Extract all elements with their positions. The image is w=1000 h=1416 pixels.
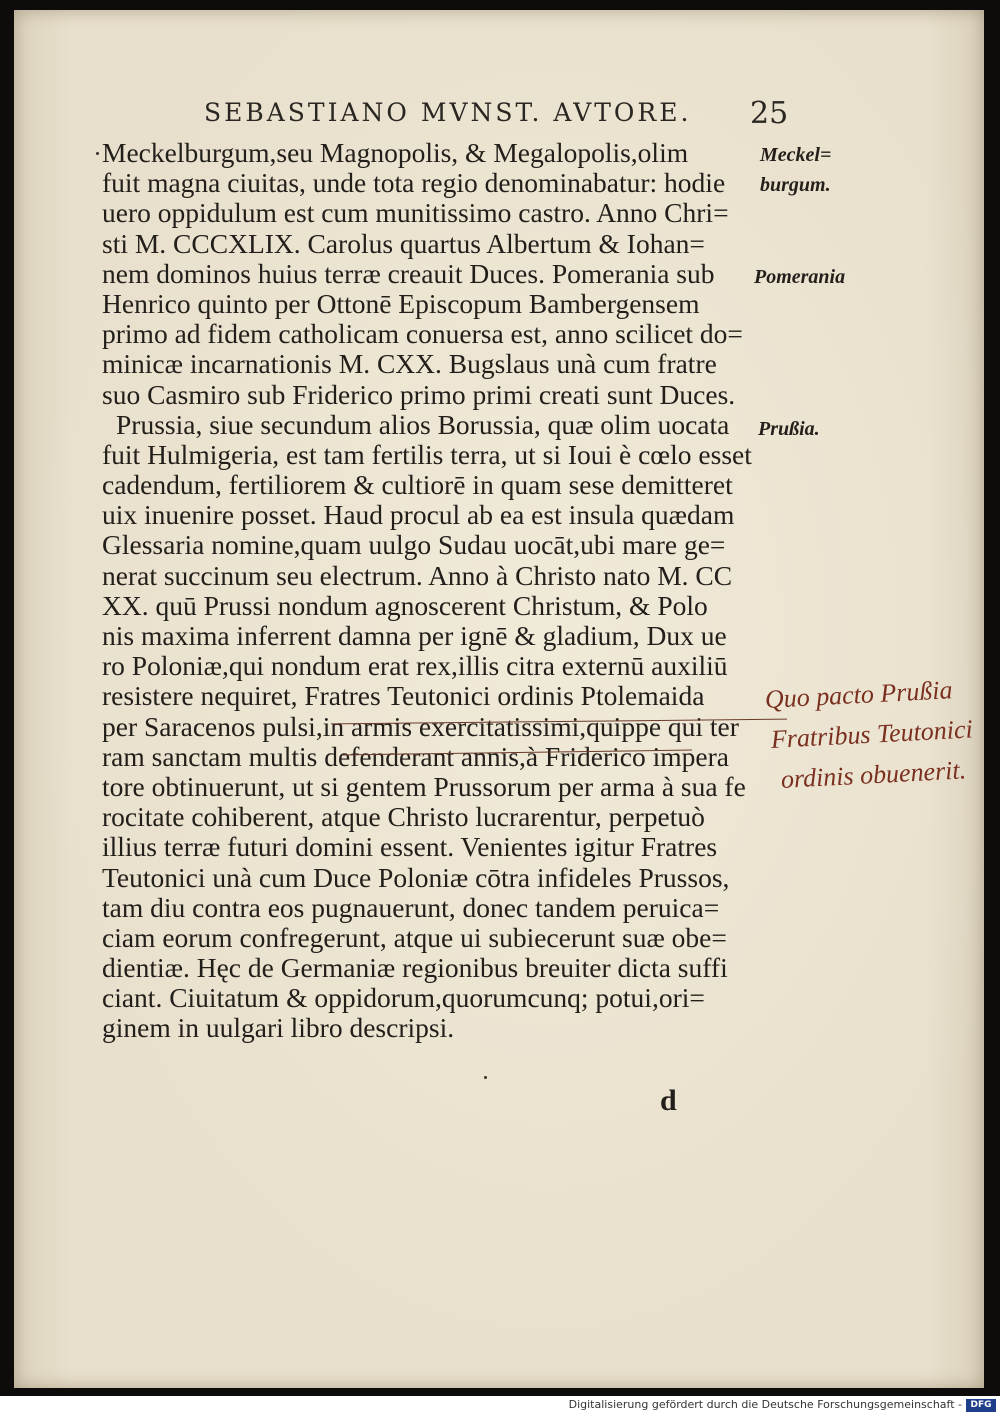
margin-note-pomerania: Pomerania — [754, 266, 846, 288]
margin-note-meckelburgum: Meckel= — [760, 144, 832, 166]
margin-note-meckelburgum: burgum. — [760, 174, 831, 196]
body-text — [102, 138, 762, 1044]
margin-note-prussia: Prußia. — [758, 418, 820, 440]
text-line: fuit magna ciuitas, unde tota regio denominabatur: hodie — [102, 167, 726, 199]
text-line: ginem in uulgari libro descripsi. — [102, 1012, 455, 1044]
text-line: nis maxima inferrent damna per ignē & gladium, Dux ue — [102, 620, 727, 651]
text-line: Meckelburgum,seu Magnopolis, & Megalopolis,olim — [102, 137, 689, 168]
text-line: uero oppidulum est cum munitissimo castro. Anno Chri= — [102, 197, 729, 229]
text-line: XX. quū Prussi nondum agnoscerent Christum, & Polo — [102, 589, 708, 621]
text-line: ro Poloniæ,qui nondum erat rex,illis citra externū auxiliū — [102, 650, 728, 682]
text-line: illius terræ futuri domini essent. Venientes igitur Fratres — [102, 831, 718, 863]
text-line: per Saracenos pulsi,in armis exercitatissimi,quippe qui ter — [102, 710, 739, 742]
text-line: dientiæ. Hęc de Germaniæ regionibus breuiter dicta suffi — [102, 952, 728, 984]
dfg-logo: DFG — [966, 1399, 996, 1412]
book-page — [14, 10, 984, 1388]
text-line: Teutonici unà cum Duce Poloniæ cōtra infideles Prussos, — [102, 861, 730, 893]
text-line: sti M. CCCXLIX. Carolus quartus Albertum & Iohan= — [102, 227, 705, 259]
text-line: minicæ incarnationis M. CXX. Bugslaus unà cum fratre — [102, 348, 717, 380]
text-line: ciant. Ciuitatum & oppidorum,quorumcunq; potui,ori= — [102, 982, 705, 1014]
paper-speck — [96, 152, 99, 155]
paper-speck — [484, 1076, 487, 1079]
text-line: Prussia, siue secundum alios Borussia, quæ olim uocata — [116, 408, 730, 440]
text-line: ram sanctam multis defenderant annis,à Friderico impera — [102, 740, 729, 772]
text-line: tore obtinuerunt, ut si gentem Prussorum per arma à sua fe — [102, 770, 746, 802]
text-line: nerat succinum seu electrum. Anno à Christo nato M. CC — [102, 559, 733, 591]
text-line: cadendum, fertiliorem & cultiorē in quam sese demitteret — [102, 469, 733, 501]
footer-bar — [0, 1396, 1000, 1416]
running-title: SEBASTIANO MVNST. AVTORE. — [204, 98, 692, 127]
handwritten-note: Quo pacto Prußia — [764, 675, 954, 714]
text-line: suo Casmiro sub Friderico primo primi creati sunt Duces. — [102, 378, 736, 410]
text-line: Glessaria nomine,quam uulgo Sudau uocāt,ubi mare ge= — [102, 529, 726, 561]
text-line: tam diu contra eos pugnauerunt, donec tandem peruica= — [102, 891, 720, 923]
text-line: Henrico quinto per Ottonē Episcopum Bambergensem — [102, 287, 700, 319]
text-line: resistere nequiret, Fratres Teutonici ordinis Ptolemaida — [102, 680, 705, 712]
footer-credit: Digitalisierung gefördert durch die Deutsche Forschungsgemeinschaft - — [568, 1398, 962, 1411]
text-line: nem dominos huius terræ creauit Duces. Pomerania sub — [102, 257, 715, 289]
handwritten-note: Fratribus Teutonici — [770, 714, 974, 754]
text-line: ciam eorum confregerunt, atque ui subiecerunt suæ obe= — [102, 921, 727, 953]
text-line: rocitate cohiberent, atque Christo lucrarentur, perpetuò — [102, 801, 705, 833]
page-number: 25 — [750, 96, 789, 131]
handwritten-note: ordinis obuenerit. — [780, 755, 967, 794]
text-line: primo ad fidem catholicam conuersa est, anno scilicet do= — [102, 318, 743, 350]
text-line: uix inuenire posset. Haud procul ab ea est insula quædam — [102, 499, 735, 531]
text-line: fuit Hulmigeria, est tam fertilis terra, ut si Ioui è cœlo esset — [102, 438, 752, 470]
signature-mark: d — [660, 1084, 677, 1117]
